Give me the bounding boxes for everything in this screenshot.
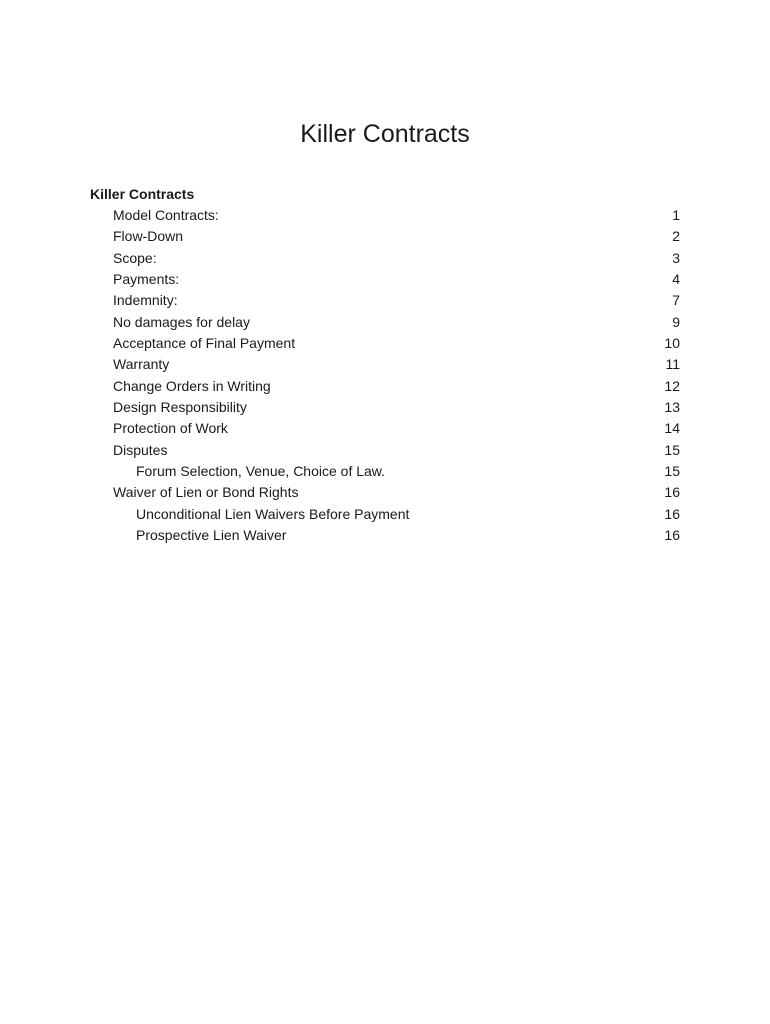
- toc-entry-page-number: 3: [672, 249, 680, 266]
- page-title: Killer Contracts: [300, 120, 470, 148]
- toc-entry[interactable]: [90, 376, 680, 397]
- toc-entry-label: Scope:: [113, 249, 157, 266]
- toc-entry-label: Model Contracts:: [113, 207, 219, 223]
- toc-entry[interactable]: [90, 482, 680, 503]
- toc-entry[interactable]: [90, 290, 680, 311]
- toc-entry-label: Warranty: [113, 356, 170, 373]
- toc-entry-page-number: 15: [664, 463, 680, 480]
- toc-entry-label: No damages for delay: [113, 313, 250, 330]
- toc-entry-label: Waiver of Lien or Bond Rights: [113, 484, 299, 501]
- toc-entry-page-number: 15: [664, 441, 680, 458]
- toc-entry-page-number: 4: [672, 271, 680, 288]
- toc-entry-label: Disputes: [113, 441, 168, 458]
- toc-entry[interactable]: [90, 504, 680, 525]
- toc-entry[interactable]: [90, 354, 680, 375]
- toc-entry[interactable]: [90, 248, 680, 269]
- toc-entry-label: Design Responsibility: [113, 399, 247, 416]
- toc-entry-label: Indemnity:: [113, 292, 178, 309]
- toc-entry-page-number: 14: [664, 420, 680, 437]
- toc-entry-page-number: 16: [664, 527, 680, 544]
- toc-entry-page-number: 1: [672, 207, 680, 223]
- toc-entry-page-number: 12: [664, 377, 680, 394]
- toc-entry-label: Change Orders in Writing: [113, 377, 271, 394]
- toc-entry-label: Prospective Lien Waiver: [136, 527, 287, 544]
- toc-entry-page-number: 13: [664, 399, 680, 416]
- toc-entry[interactable]: [90, 418, 680, 439]
- toc-entry[interactable]: [90, 312, 680, 333]
- toc-entry-label: Flow-Down: [113, 228, 184, 245]
- toc-entry-page-number: 16: [664, 505, 680, 522]
- table-of-contents: [90, 184, 680, 547]
- toc-entry[interactable]: [90, 397, 680, 418]
- toc-entry-label: Forum Selection, Venue, Choice of Law.: [136, 463, 386, 480]
- toc-heading: Killer Contracts: [90, 186, 195, 202]
- toc-entry-page-number: 9: [672, 313, 680, 330]
- toc-list: [90, 205, 680, 547]
- toc-entry[interactable]: [90, 525, 680, 546]
- toc-entry-label: Acceptance of Final Payment: [113, 335, 296, 352]
- toc-entry[interactable]: [90, 461, 680, 482]
- toc-entry-page-number: 10: [664, 335, 680, 352]
- toc-entry[interactable]: [90, 269, 680, 290]
- toc-entry[interactable]: [90, 333, 680, 354]
- toc-entry-page-number: 16: [664, 484, 680, 501]
- toc-entry-page-number: 2: [672, 228, 680, 245]
- toc-entry-label: Payments:: [113, 271, 180, 288]
- toc-entry-page-number: 11: [665, 356, 680, 373]
- toc-entry[interactable]: [90, 205, 680, 226]
- toc-entry-label: Unconditional Lien Waivers Before Payment: [136, 505, 410, 522]
- toc-entry-page-number: 7: [672, 292, 680, 309]
- toc-entry[interactable]: [90, 440, 680, 461]
- toc-entry-label: Protection of Work: [113, 420, 228, 437]
- toc-entry[interactable]: [90, 226, 680, 247]
